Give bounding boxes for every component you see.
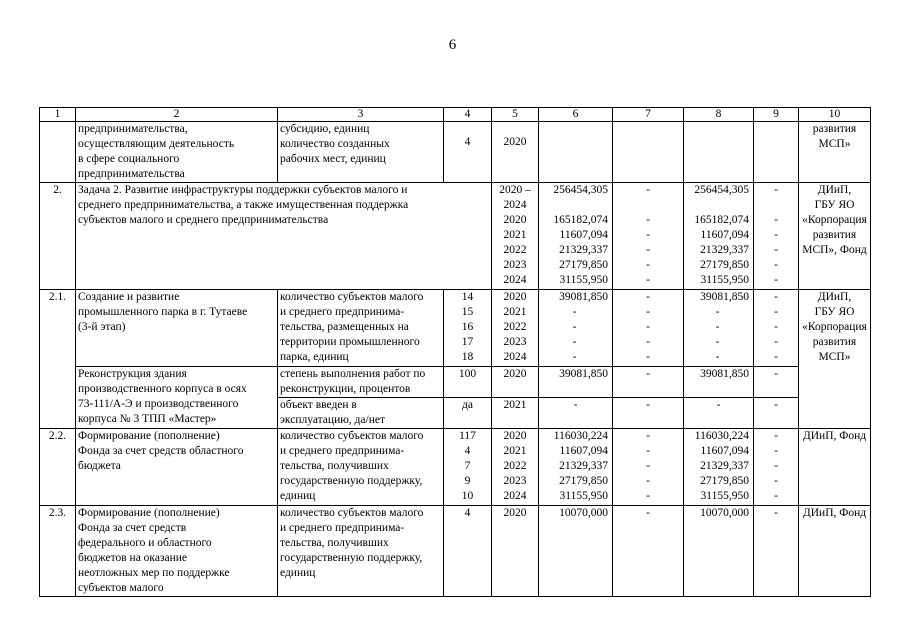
page-number: 6 (448, 37, 457, 53)
row-number-cell (40, 122, 76, 183)
program-table (39, 107, 871, 597)
header-cell: 3 (278, 108, 444, 122)
year-cell: 2020 (492, 506, 539, 597)
col6-cell: 39081,850 - - - - (539, 290, 613, 367)
col6-cell: 10070,000 (539, 506, 613, 597)
header-cell: 4 (444, 108, 492, 122)
indicator-cell: количество субъектов малого и среднего предпринима- тельства, получивших государственную поддержку, единиц (278, 506, 444, 597)
col7-cell: - - - - - - (613, 183, 684, 290)
col9-cell: - (754, 506, 799, 597)
table-row (40, 506, 871, 597)
col8-cell: - (684, 398, 754, 429)
indicator-value-cell: 100 (444, 367, 492, 398)
header-cell: 7 (613, 108, 684, 122)
col6-cell: 39081,850 (539, 367, 613, 398)
row-number-cell: 2.1. (40, 290, 76, 429)
col6-cell (539, 122, 613, 183)
col9-cell: - (754, 398, 799, 429)
col7-cell: - - - - - (613, 429, 684, 506)
activity-name-cell: Создание и развитие промышленного парка в г. Тутаеве (3-й этап) (76, 290, 278, 367)
header-cell: 9 (754, 108, 799, 122)
activity-name-cell: Реконструкция здания производственного корпуса в осях 73-111/А-Э и производственного корпуса № 3 ТПП «Мастер» (76, 367, 278, 429)
table-row (40, 183, 871, 290)
col7-cell: - (613, 506, 684, 597)
header-cell: 10 (799, 108, 871, 122)
col9-cell: - (754, 367, 799, 398)
indicator-value-cell: 4 (444, 506, 492, 597)
header-cell: 1 (40, 108, 76, 122)
indicator-value-cell: 14 15 16 17 18 (444, 290, 492, 367)
table-row (40, 429, 871, 506)
executor-cell: ДИиП, ГБУ ЯО «Корпорация развития МСП» (799, 290, 871, 429)
indicator-cell: количество субъектов малого и среднего предпринима- тельства, размещенных на территории промышленного парка, единиц (278, 290, 444, 367)
col7-cell: - (613, 398, 684, 429)
year-cell: 2020 (492, 122, 539, 183)
executor-cell: развития МСП» (799, 122, 871, 183)
col7-cell: - - - - - (613, 290, 684, 367)
header-cell: 6 (539, 108, 613, 122)
col8-cell: 10070,000 (684, 506, 754, 597)
activity-name-cell: Формирование (пополнение) Фонда за счет средств федерального и областного бюджетов на оказание неотложных мер по поддержке субъектов малого (76, 506, 278, 597)
task-cell: Задача 2. Развитие инфраструктуры поддержки субъектов малого и среднего предпринимательства, а также имущественная поддержка субъектов малого и среднего предпринимательства (76, 183, 492, 290)
row-number-cell: 2.2. (40, 429, 76, 506)
header-row (40, 108, 871, 122)
indicator-cell: объект введен в эксплуатацию, да/нет (278, 398, 444, 429)
row-number-cell: 2. (40, 183, 76, 290)
table-row (40, 290, 871, 367)
col8-cell: 39081,850 (684, 367, 754, 398)
table-row (40, 367, 871, 398)
year-cell: 2020 (492, 367, 539, 398)
header-cell: 5 (492, 108, 539, 122)
year-cell: 2021 (492, 398, 539, 429)
col8-cell (684, 122, 754, 183)
col7-cell: - (613, 367, 684, 398)
indicator-cell: степень выполнения работ по реконструкции, процентов (278, 367, 444, 398)
indicator-value-cell: 117 4 7 9 10 (444, 429, 492, 506)
col8-cell: 116030,224 11607,094 21329,337 27179,850 31155,950 (684, 429, 754, 506)
year-cell: 2020 2021 2022 2023 2024 (492, 429, 539, 506)
indicator-value-cell: да (444, 398, 492, 429)
col6-cell: 256454,305 165182,074 11607,094 21329,337 27179,850 31155,950 (539, 183, 613, 290)
executor-cell: ДИиП, ГБУ ЯО «Корпорация развития МСП», Фонд (799, 183, 871, 290)
indicator-cell: субсидию, единиц количество созданных рабочих мест, единиц (278, 122, 444, 183)
col9-cell: - - - - - - (754, 183, 799, 290)
col6-cell: - (539, 398, 613, 429)
year-cell: 2020 2021 2022 2023 2024 (492, 290, 539, 367)
col8-cell: 39081,850 - - - - (684, 290, 754, 367)
executor-cell: ДИиП, Фонд (799, 429, 871, 506)
activity-name-cell: предпринимательства, осуществляющим деятельность в сфере социального предпринимательства (76, 122, 278, 183)
activity-name-cell: Формирование (пополнение) Фонда за счет средств областного бюджета (76, 429, 278, 506)
col7-cell (613, 122, 684, 183)
col9-cell: - - - - - (754, 290, 799, 367)
year-cell: 2020 – 2024 2020 2021 2022 2023 2024 (492, 183, 539, 290)
header-cell: 8 (684, 108, 754, 122)
header-cell: 2 (76, 108, 278, 122)
table-row (40, 122, 871, 183)
col9-cell (754, 122, 799, 183)
col8-cell: 256454,305 165182,074 11607,094 21329,337 27179,850 31155,950 (684, 183, 754, 290)
indicator-value-cell: 4 (444, 122, 492, 183)
indicator-cell: количество субъектов малого и среднего предпринима- тельства, получивших государственную поддержку, единиц (278, 429, 444, 506)
row-number-cell: 2.3. (40, 506, 76, 597)
col9-cell: - - - - - (754, 429, 799, 506)
executor-cell: ДИиП, Фонд (799, 506, 871, 597)
col6-cell: 116030,224 11607,094 21329,337 27179,850 31155,950 (539, 429, 613, 506)
